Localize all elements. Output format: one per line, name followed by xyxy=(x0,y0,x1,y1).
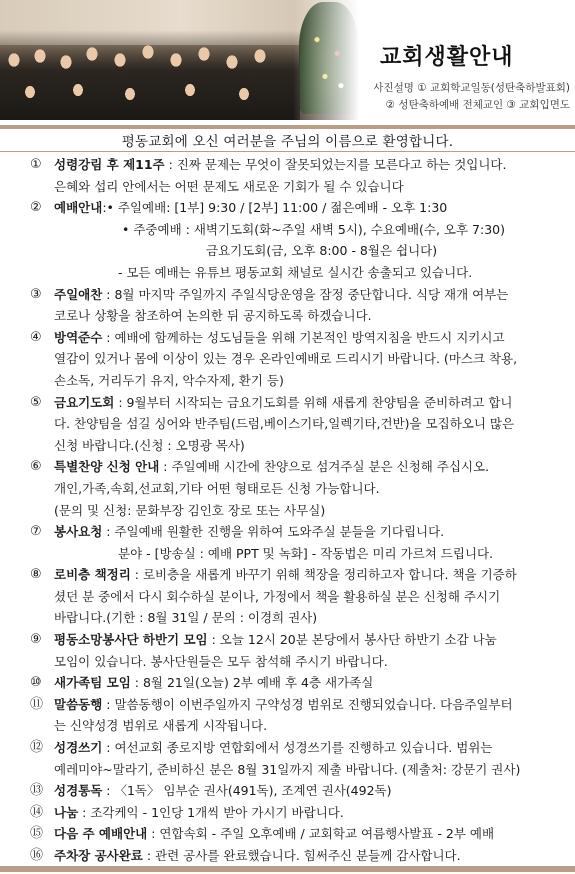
item-text: 은혜와 섭리 안에서는 어떤 문제도 새로운 기회가 될 수 있습니다 xyxy=(54,178,404,194)
notice-list xyxy=(0,154,575,867)
photo-congregation xyxy=(0,30,300,120)
item-heading: 봉사요청 xyxy=(54,524,103,540)
notice-item-14 xyxy=(0,802,575,824)
notice-item-16 xyxy=(0,845,575,867)
item-text: : 말씀동행이 이번주일까지 구약성경 범위로 진행되었습니다. 다음주일부터 xyxy=(102,696,513,712)
item-text: : 여선교회 종로지방 연합회에서 성경쓰기를 진행하고 있습니다. 범위는 xyxy=(102,740,493,756)
item-number: ③ xyxy=(30,286,42,302)
item-number: ⑥ xyxy=(30,459,42,475)
item-heading: 나눔 xyxy=(54,804,79,820)
item-text: (문의 및 신청: 문화부장 김인호 장로 또는 사무실) xyxy=(54,502,326,518)
notice-item-8 xyxy=(0,564,575,629)
item-text: : 8월 마지막 주일까지 주일식당운영을 잠정 중단합니다. 식당 재개 여부는 xyxy=(102,286,509,302)
bottom-divider xyxy=(0,866,575,872)
notice-item-4 xyxy=(0,327,575,392)
item-heading: 금요기도회 xyxy=(54,394,115,410)
item-text: 예레미야~말라기, 준비하신 분은 8월 31일까지 제출 바랍니다. (제출처: 강문기 권사) xyxy=(54,761,521,777)
item-number: ⑬ xyxy=(30,783,44,799)
item-heading: 평동소망봉사단 하반기 모임 xyxy=(54,632,208,648)
item-text: 열감이 있거나 몸에 이상이 있는 경우 온라인예배로 드리시기 바랍니다. (마스크 착용, xyxy=(54,351,518,367)
photo-caption xyxy=(330,80,570,114)
item-heading: 다음 주 예배안내 xyxy=(54,826,148,842)
item-number: ⑧ xyxy=(30,567,42,583)
item-text: : 주일예배 원활한 진행을 위하여 도와주실 분들을 기다립니다. xyxy=(102,524,445,540)
item-number: ⑯ xyxy=(30,848,44,863)
notice-item-6 xyxy=(0,456,575,521)
notice-item-1 xyxy=(0,154,575,197)
item-text: : 진짜 문제는 무엇이 잘못되었는지를 모른다고 하는 것입니다. xyxy=(164,157,507,172)
item-text: 신청 바랍니다.(신청 : 오명광 목사) xyxy=(54,437,245,453)
item-text: 다. 찬양팀을 섬길 싱어와 반주팀(드럼,베이스기타,일렉기타,건반)을 모집하오니 많은 xyxy=(54,416,515,432)
welcome-banner xyxy=(0,125,575,152)
welcome-text: 평동교회에 오신 여러분을 주님의 이름으로 환영합니다. xyxy=(121,134,454,150)
item-text: 코로나 상황을 참조하여 논의한 뒤 공지하도록 하겠습니다. xyxy=(54,308,372,324)
item-heading: 말씀동행 xyxy=(54,696,103,712)
item-text: 개인,가족,속회,선교회,기타 어떤 형태로든 신청 가능합니다. xyxy=(54,480,380,496)
item-text: 금요기도회(금, 오후 8:00 - 8월은 쉽니다) xyxy=(206,243,438,259)
item-heading: 주일애찬 xyxy=(54,286,103,302)
item-role: 분야 - [방송실 : 예배 PPT 및 녹화] - 작동법은 미리 가르쳐 드립니다. xyxy=(118,545,494,561)
item-number: ⑨ xyxy=(30,632,42,648)
item-number: ⑪ xyxy=(30,696,44,712)
item-text: : 연합속회 - 주일 오후예배 / 교회학교 여름행사발표 - 2부 예배 xyxy=(147,826,495,842)
item-heading: 성경쓰기 xyxy=(54,740,103,756)
item-heading: 주차장 공사완료 xyxy=(54,848,143,863)
item-heading: 성령강림 후 제11주 xyxy=(54,157,165,172)
bullet-label: • 주일예배 xyxy=(106,200,167,216)
item-text: 손소독, 거리두기 유지, 악수자제, 환기 등) xyxy=(54,372,284,388)
notice-item-9 xyxy=(0,629,575,672)
item-text: : 〈1독〉 임부순 권사(491독), 조계연 권사(492독) xyxy=(102,783,392,799)
notice-item-10 xyxy=(0,672,575,694)
item-number: ⑭ xyxy=(30,804,44,820)
notice-item-12 xyxy=(0,737,575,780)
item-separator: : xyxy=(102,200,107,216)
item-text: : 새벽기도회(화~주일 새벽 5시), 수요예배(수, 오후 7:30) xyxy=(181,221,505,237)
item-number: ⑦ xyxy=(30,524,42,540)
item-text: 셨던 분 중에서 다시 회수하실 분이나, 가정에서 책을 활용하실 분은 신청해 주시기 xyxy=(54,588,501,604)
item-text: : 주일예배 시간에 찬양으로 섬겨주실 분은 신청해 주십시오. xyxy=(159,459,490,475)
item-text: : 8월 21일(오늘) 2부 예배 후 4층 새가족실 xyxy=(130,675,374,691)
item-note: - 모든 예배는 유튜브 평동교회 채널로 실시간 송출되고 있습니다. xyxy=(118,264,473,280)
notice-item-15 xyxy=(0,823,575,845)
item-heading: 성경통독 xyxy=(54,783,103,799)
notice-item-5 xyxy=(0,392,575,457)
item-text: : 관련 공사를 완료했습니다. 힘써주신 분들께 감사합니다. xyxy=(142,848,461,863)
item-text: : 로비층을 새롭게 바꾸기 위해 책장을 정리하고자 합니다. 책을 기증하 xyxy=(130,567,517,583)
item-text: : 예배에 함께하는 성도님들을 위해 기본적인 방역지침을 반드시 지키시고 xyxy=(102,329,505,345)
item-text: 는 신약성경 범위로 새롭게 시작됩니다. xyxy=(54,718,268,734)
page-title: 교회생활안내 xyxy=(380,45,514,70)
item-heading: 특별찬양 신청 안내 xyxy=(54,459,160,475)
item-number: ② xyxy=(30,200,42,216)
item-text: : 9월부터 시작되는 금요기도회를 위해 새롭게 찬양팀을 준비하려고 합니 xyxy=(114,394,513,410)
caption-line-2: ② 성탄축하예배 전체교인 ③ 교회입면도 xyxy=(385,99,570,111)
item-number: ① xyxy=(30,157,42,172)
item-text: 모임이 있습니다. 봉사단원들은 모두 참석해 주시기 바랍니다. xyxy=(54,653,388,669)
notice-item-13 xyxy=(0,780,575,802)
item-number: ⑩ xyxy=(30,675,42,691)
item-heading: 방역준수 xyxy=(54,329,103,345)
item-text: : [1부] 9:30 / [2부] 11:00 / 젊은예배 - 오후 1:30 xyxy=(166,200,448,216)
item-text: : 오늘 12시 20분 본당에서 봉사단 하반기 소감 나눔 xyxy=(207,632,497,648)
item-number: ⑫ xyxy=(30,740,44,756)
item-heading: 로비층 책정리 xyxy=(54,567,131,583)
notice-item-2 xyxy=(0,197,575,283)
header-photo xyxy=(0,0,363,120)
bullet-label: • 주중예배 xyxy=(122,221,182,237)
item-text: 바랍니다.(기한 : 8월 31일 / 문의 : 이경희 권사) xyxy=(54,610,318,626)
notice-item-11 xyxy=(0,694,575,737)
notice-item-7 xyxy=(0,521,575,564)
item-text: : 조각케익 - 1인당 1개씩 받아 가시기 바랍니다. xyxy=(78,804,344,820)
item-number: ⑮ xyxy=(30,826,44,842)
item-heading: 새가족팀 모임 xyxy=(54,675,131,691)
caption-line-1: 사진설명 ① 교회학교일동(성탄축하발표회) xyxy=(373,82,570,94)
item-number: ⑤ xyxy=(30,394,42,410)
notice-item-3 xyxy=(0,284,575,327)
item-number: ④ xyxy=(30,329,42,345)
item-heading: 예배안내 xyxy=(54,200,103,216)
